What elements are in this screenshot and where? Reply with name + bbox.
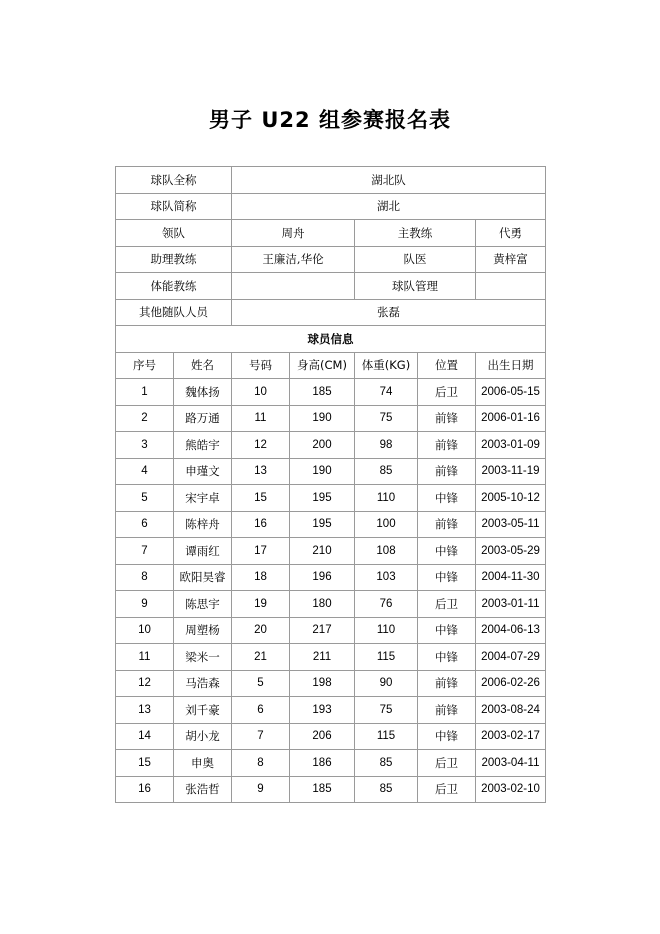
team-full-name-row — [116, 167, 546, 194]
table-row — [116, 591, 546, 618]
player-height: 195 — [290, 511, 355, 538]
table-row — [116, 617, 546, 644]
player-birthdate: 2005-10-12 — [476, 485, 546, 512]
player-birthdate: 2003-05-29 — [476, 538, 546, 565]
col-header-height: 身高(CM) — [290, 352, 355, 379]
player-header-row — [116, 352, 546, 379]
player-weight: 74 — [355, 379, 418, 406]
table-row — [116, 564, 546, 591]
team-full-name-value: 湖北队 — [232, 167, 546, 194]
player-index: 1 — [116, 379, 174, 406]
table-row — [116, 485, 546, 512]
player-position: 中锋 — [418, 644, 476, 671]
player-name: 马浩森 — [174, 670, 232, 697]
player-number: 5 — [232, 670, 290, 697]
player-height: 210 — [290, 538, 355, 565]
player-number: 6 — [232, 697, 290, 724]
player-position: 中锋 — [418, 564, 476, 591]
player-weight: 115 — [355, 723, 418, 750]
player-weight: 75 — [355, 405, 418, 432]
table-row — [116, 379, 546, 406]
fitness-manager-row — [116, 273, 546, 300]
table-row — [116, 458, 546, 485]
col-header-weight: 体重(KG) — [355, 352, 418, 379]
player-weight: 98 — [355, 432, 418, 459]
player-name: 刘千豪 — [174, 697, 232, 724]
registration-table — [115, 166, 546, 803]
table-row — [116, 750, 546, 777]
player-weight: 75 — [355, 697, 418, 724]
player-position: 后卫 — [418, 750, 476, 777]
player-name: 欧阳昊睿 — [174, 564, 232, 591]
head-coach-label: 主教练 — [355, 220, 476, 247]
table-row — [116, 538, 546, 565]
doctor-label: 队医 — [355, 246, 476, 273]
player-weight: 85 — [355, 776, 418, 803]
col-header-position: 位置 — [418, 352, 476, 379]
player-height: 198 — [290, 670, 355, 697]
team-full-name-label: 球队全称 — [116, 167, 232, 194]
player-number: 21 — [232, 644, 290, 671]
player-number: 7 — [232, 723, 290, 750]
others-value: 张磊 — [232, 299, 546, 326]
player-name: 梁米一 — [174, 644, 232, 671]
col-header-birthdate: 出生日期 — [476, 352, 546, 379]
player-index: 3 — [116, 432, 174, 459]
player-index: 5 — [116, 485, 174, 512]
player-position: 中锋 — [418, 485, 476, 512]
player-position: 中锋 — [418, 723, 476, 750]
player-index: 7 — [116, 538, 174, 565]
player-weight: 85 — [355, 750, 418, 777]
assistant-coach-value: 王廉洁,华伦 — [232, 246, 355, 273]
player-height: 185 — [290, 379, 355, 406]
player-position: 后卫 — [418, 776, 476, 803]
player-position: 前锋 — [418, 511, 476, 538]
table-row — [116, 670, 546, 697]
player-position: 前锋 — [418, 458, 476, 485]
player-name: 魏体扬 — [174, 379, 232, 406]
player-name: 陈梓舟 — [174, 511, 232, 538]
player-birthdate: 2003-11-19 — [476, 458, 546, 485]
table-row — [116, 776, 546, 803]
player-index: 15 — [116, 750, 174, 777]
player-weight: 90 — [355, 670, 418, 697]
player-height: 200 — [290, 432, 355, 459]
leader-label: 领队 — [116, 220, 232, 247]
player-number: 18 — [232, 564, 290, 591]
team-short-name-row — [116, 193, 546, 220]
player-position: 后卫 — [418, 591, 476, 618]
player-birthdate: 2003-05-11 — [476, 511, 546, 538]
player-position: 后卫 — [418, 379, 476, 406]
manager-label: 球队管理 — [355, 273, 476, 300]
player-weight: 110 — [355, 485, 418, 512]
player-index: 8 — [116, 564, 174, 591]
player-position: 中锋 — [418, 538, 476, 565]
team-short-name-value: 湖北 — [232, 193, 546, 220]
player-name: 胡小龙 — [174, 723, 232, 750]
player-name: 路万通 — [174, 405, 232, 432]
players-section-label: 球员信息 — [116, 326, 546, 353]
player-number: 8 — [232, 750, 290, 777]
player-name: 熊皓宇 — [174, 432, 232, 459]
player-birthdate: 2004-11-30 — [476, 564, 546, 591]
player-position: 前锋 — [418, 405, 476, 432]
player-height: 193 — [290, 697, 355, 724]
player-index: 12 — [116, 670, 174, 697]
player-height: 185 — [290, 776, 355, 803]
col-header-name: 姓名 — [174, 352, 232, 379]
assistant-doctor-row — [116, 246, 546, 273]
player-weight: 108 — [355, 538, 418, 565]
leader-coach-row — [116, 220, 546, 247]
player-index: 10 — [116, 617, 174, 644]
player-weight: 115 — [355, 644, 418, 671]
player-height: 195 — [290, 485, 355, 512]
player-name: 张浩哲 — [174, 776, 232, 803]
player-height: 217 — [290, 617, 355, 644]
col-header-number: 号码 — [232, 352, 290, 379]
player-height: 186 — [290, 750, 355, 777]
player-birthdate: 2004-06-13 — [476, 617, 546, 644]
player-birthdate: 2006-01-16 — [476, 405, 546, 432]
player-height: 196 — [290, 564, 355, 591]
player-number: 15 — [232, 485, 290, 512]
player-birthdate: 2003-04-11 — [476, 750, 546, 777]
table-row — [116, 432, 546, 459]
page-title: 男子 U22 组参赛报名表 — [209, 108, 451, 132]
player-number: 17 — [232, 538, 290, 565]
fitness-coach-label: 体能教练 — [116, 273, 232, 300]
player-name: 谭雨红 — [174, 538, 232, 565]
player-number: 9 — [232, 776, 290, 803]
leader-value: 周舟 — [232, 220, 355, 247]
table-row — [116, 723, 546, 750]
player-index: 2 — [116, 405, 174, 432]
table-row — [116, 697, 546, 724]
player-index: 16 — [116, 776, 174, 803]
table-row — [116, 511, 546, 538]
player-height: 190 — [290, 405, 355, 432]
player-weight: 100 — [355, 511, 418, 538]
player-birthdate: 2003-01-09 — [476, 432, 546, 459]
players-section-row — [116, 326, 546, 353]
player-index: 9 — [116, 591, 174, 618]
player-birthdate: 2006-05-15 — [476, 379, 546, 406]
player-height: 211 — [290, 644, 355, 671]
player-name: 申奥 — [174, 750, 232, 777]
player-birthdate: 2004-07-29 — [476, 644, 546, 671]
team-short-name-label: 球队简称 — [116, 193, 232, 220]
table-row — [116, 644, 546, 671]
others-label: 其他随队人员 — [116, 299, 232, 326]
others-row — [116, 299, 546, 326]
player-birthdate: 2006-02-26 — [476, 670, 546, 697]
player-number: 12 — [232, 432, 290, 459]
player-position: 前锋 — [418, 432, 476, 459]
player-birthdate: 2003-02-17 — [476, 723, 546, 750]
player-number: 19 — [232, 591, 290, 618]
player-name: 申瑾文 — [174, 458, 232, 485]
player-name: 陈思宇 — [174, 591, 232, 618]
player-position: 中锋 — [418, 617, 476, 644]
player-height: 180 — [290, 591, 355, 618]
player-number: 20 — [232, 617, 290, 644]
player-height: 206 — [290, 723, 355, 750]
fitness-coach-value — [232, 273, 355, 300]
player-number: 16 — [232, 511, 290, 538]
player-number: 13 — [232, 458, 290, 485]
player-number: 11 — [232, 405, 290, 432]
player-position: 前锋 — [418, 697, 476, 724]
manager-value — [476, 273, 546, 300]
player-index: 4 — [116, 458, 174, 485]
player-birthdate: 2003-01-11 — [476, 591, 546, 618]
col-header-index: 序号 — [116, 352, 174, 379]
player-birthdate: 2003-08-24 — [476, 697, 546, 724]
assistant-coach-label: 助理教练 — [116, 246, 232, 273]
table-row — [116, 405, 546, 432]
player-position: 前锋 — [418, 670, 476, 697]
player-weight: 76 — [355, 591, 418, 618]
player-weight: 110 — [355, 617, 418, 644]
player-name: 周塑杨 — [174, 617, 232, 644]
player-weight: 85 — [355, 458, 418, 485]
player-weight: 103 — [355, 564, 418, 591]
player-index: 14 — [116, 723, 174, 750]
player-number: 10 — [232, 379, 290, 406]
player-index: 11 — [116, 644, 174, 671]
player-height: 190 — [290, 458, 355, 485]
doctor-value: 黄梓富 — [476, 246, 546, 273]
player-name: 宋宇卓 — [174, 485, 232, 512]
player-index: 13 — [116, 697, 174, 724]
player-index: 6 — [116, 511, 174, 538]
player-birthdate: 2003-02-10 — [476, 776, 546, 803]
head-coach-value: 代勇 — [476, 220, 546, 247]
